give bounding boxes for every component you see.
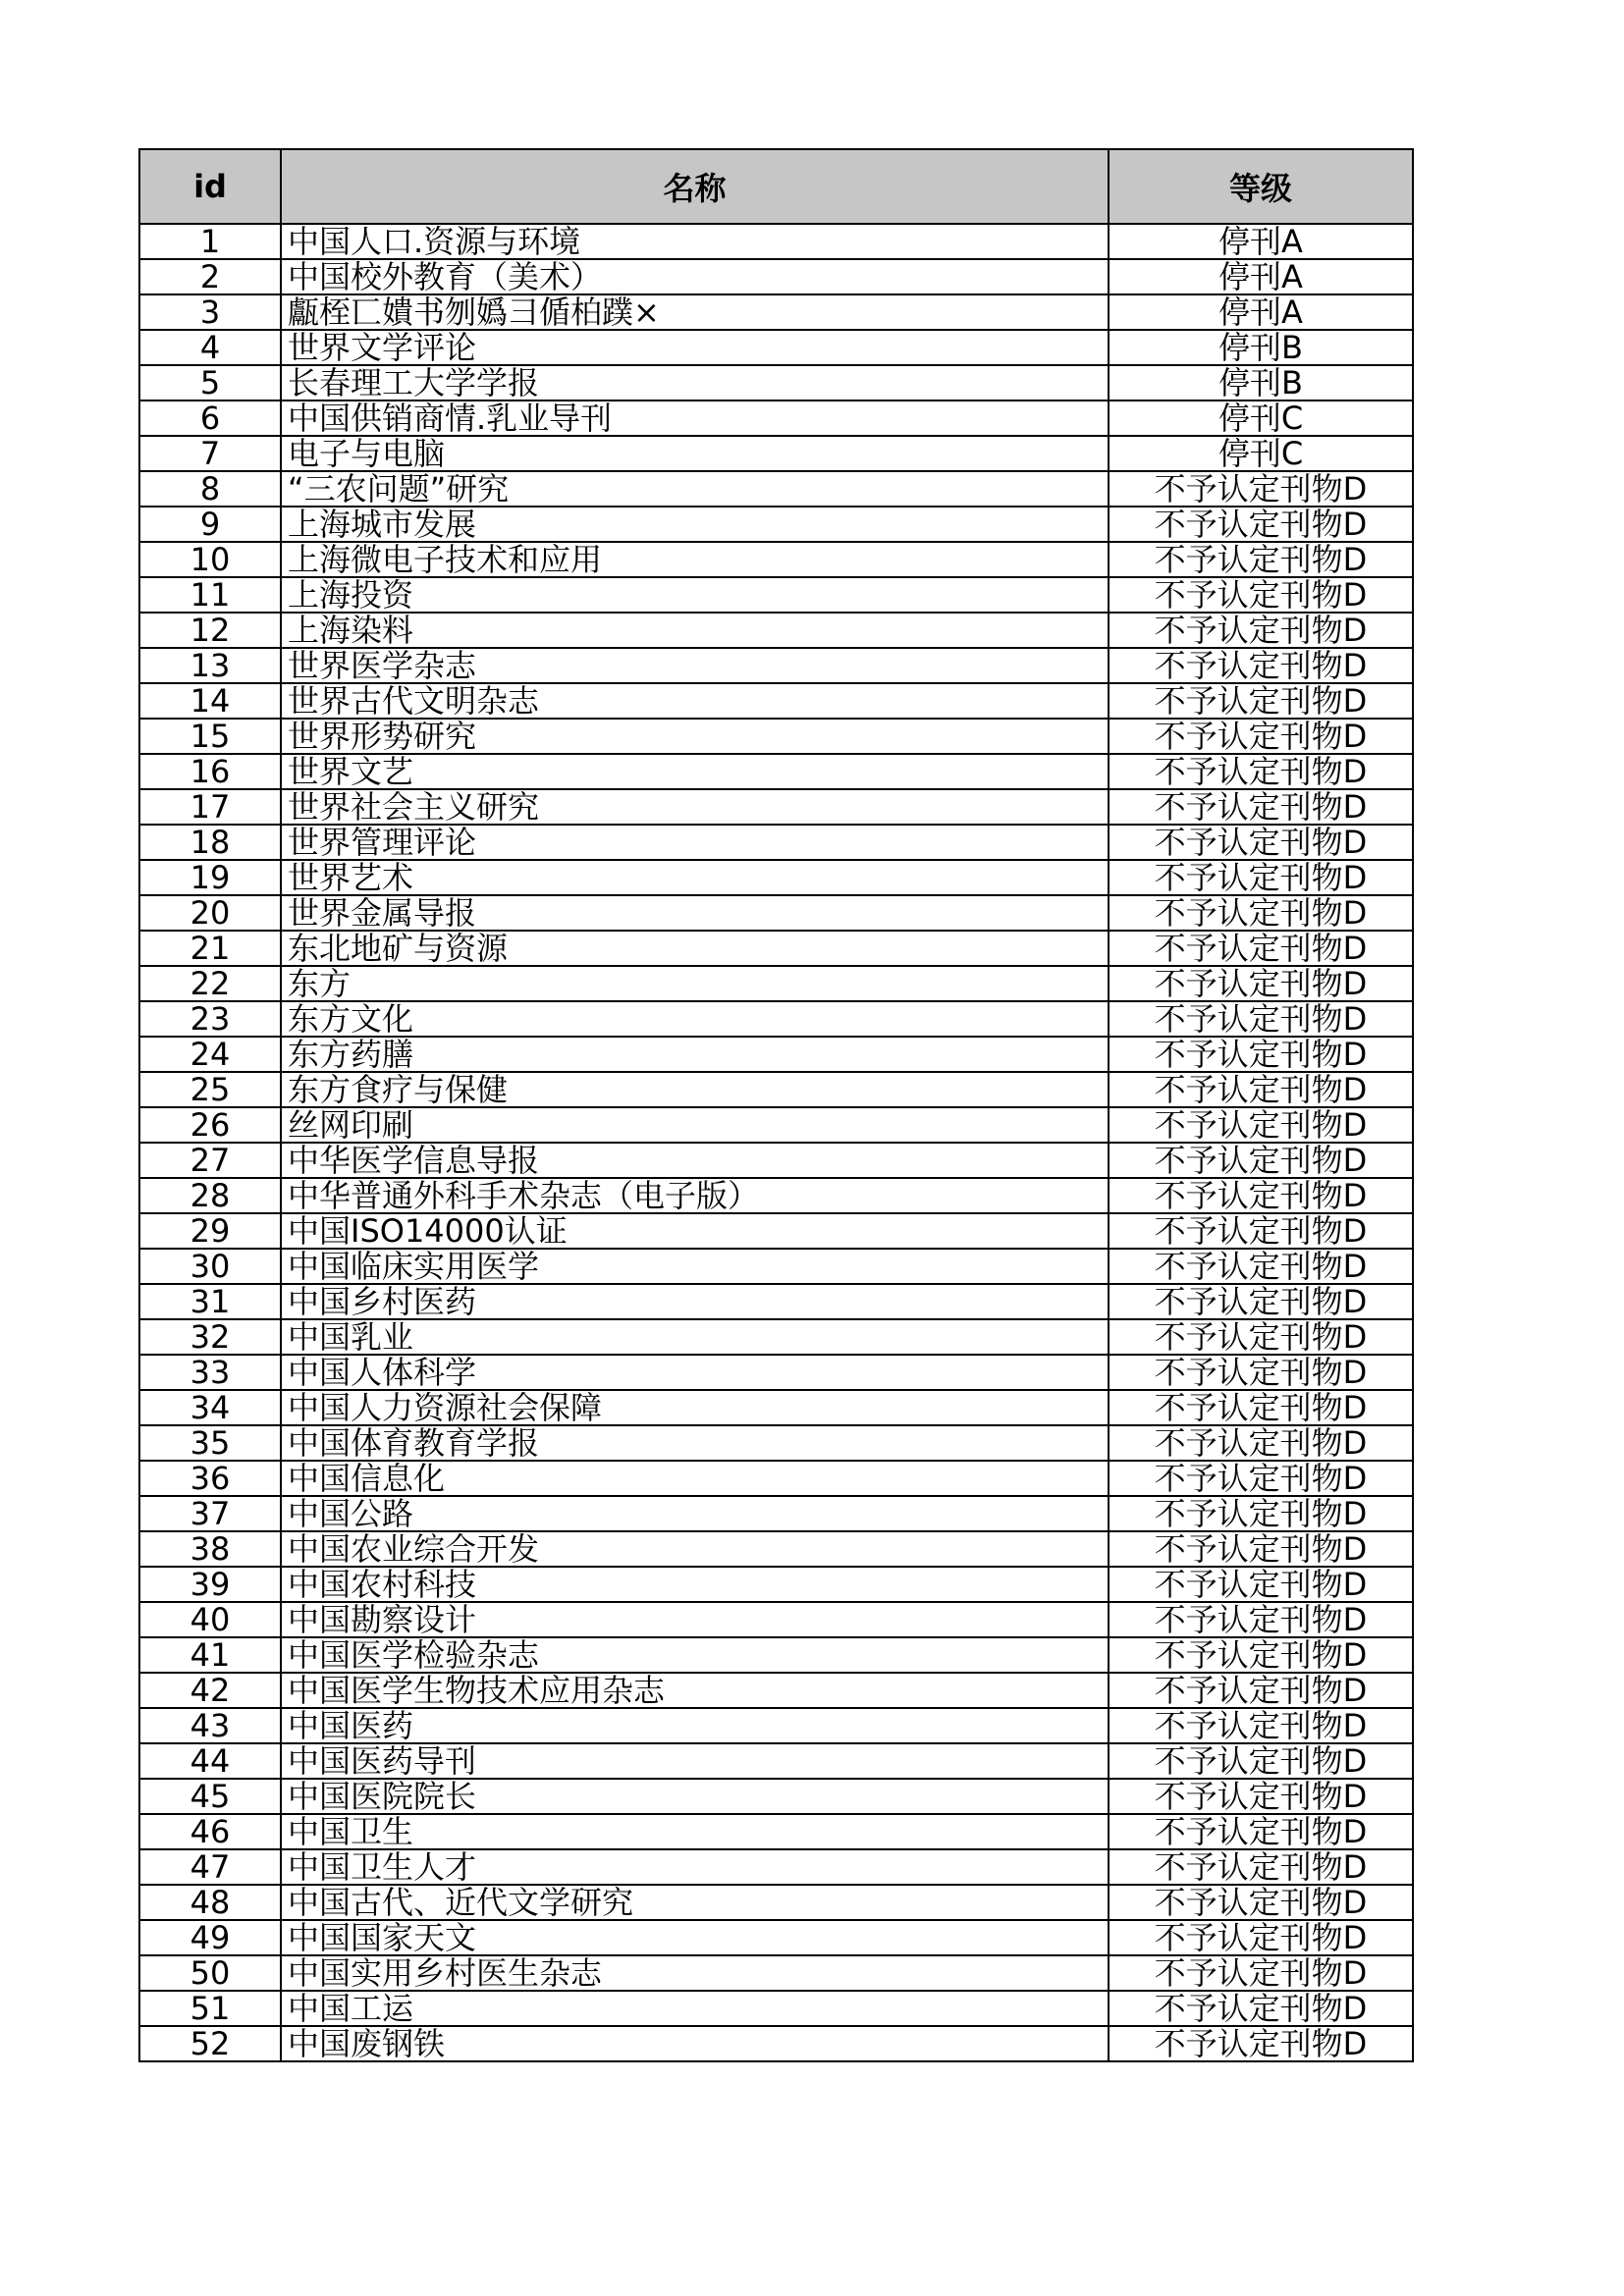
level-cell: 不予认定刊物D: [1109, 1885, 1413, 1920]
name-cell: 中国人体科学: [281, 1355, 1109, 1390]
id-cell: 14: [139, 683, 281, 719]
id-cell: 23: [139, 1001, 281, 1037]
id-cell: 52: [139, 2026, 281, 2061]
id-cell: 30: [139, 1249, 281, 1284]
journal-table: [138, 148, 1414, 2062]
level-cell: 不予认定刊物D: [1109, 931, 1413, 966]
id-cell: 17: [139, 789, 281, 825]
level-cell: 不予认定刊物D: [1109, 613, 1413, 648]
table-row: [139, 1390, 1413, 1425]
level-cell: 不予认定刊物D: [1109, 1531, 1413, 1567]
table-row: [139, 1355, 1413, 1390]
name-cell: 世界社会主义研究: [281, 789, 1109, 825]
level-cell: 不予认定刊物D: [1109, 860, 1413, 895]
table-row: [139, 1425, 1413, 1461]
level-cell: 停刊B: [1109, 330, 1413, 365]
name-cell: 世界管理评论: [281, 825, 1109, 860]
level-cell: 不予认定刊物D: [1109, 754, 1413, 789]
table-row: [139, 1037, 1413, 1072]
name-cell: 上海城市发展: [281, 507, 1109, 542]
table-row: [139, 1001, 1413, 1037]
table-row: [139, 1143, 1413, 1178]
id-cell: 19: [139, 860, 281, 895]
level-cell: 停刊A: [1109, 224, 1413, 259]
name-cell: 中国医药: [281, 1708, 1109, 1743]
level-cell: 不予认定刊物D: [1109, 719, 1413, 754]
spreadsheet-page: [138, 148, 1414, 2062]
level-cell: 不予认定刊物D: [1109, 1213, 1413, 1249]
id-cell: 15: [139, 719, 281, 754]
table-row: [139, 931, 1413, 966]
name-cell: 世界文学评论: [281, 330, 1109, 365]
table-row: [139, 1955, 1413, 1991]
name-cell: 中国国家天文: [281, 1920, 1109, 1955]
id-cell: 7: [139, 436, 281, 471]
table-row: [139, 577, 1413, 613]
header-id: id: [139, 149, 281, 224]
id-cell: 1: [139, 224, 281, 259]
name-cell: 中国乳业: [281, 1319, 1109, 1355]
table-row: [139, 1319, 1413, 1355]
id-cell: 20: [139, 895, 281, 931]
id-cell: 50: [139, 1955, 281, 1991]
level-cell: 不予认定刊物D: [1109, 1814, 1413, 1849]
id-cell: 29: [139, 1213, 281, 1249]
id-cell: 24: [139, 1037, 281, 1072]
id-cell: 25: [139, 1072, 281, 1107]
id-cell: 12: [139, 613, 281, 648]
table-row: [139, 365, 1413, 400]
id-cell: 3: [139, 294, 281, 330]
level-cell: 不予认定刊物D: [1109, 1602, 1413, 1637]
table-row: [139, 648, 1413, 683]
name-cell: 上海投资: [281, 577, 1109, 613]
id-cell: 9: [139, 507, 281, 542]
name-cell: 中国医药导刊: [281, 1743, 1109, 1779]
name-cell: 甗桎匸嬇书刎嬀彐偱柏蹼×: [281, 294, 1109, 330]
level-cell: 停刊B: [1109, 365, 1413, 400]
level-cell: 不予认定刊物D: [1109, 1849, 1413, 1885]
name-cell: 世界艺术: [281, 860, 1109, 895]
level-cell: 不予认定刊物D: [1109, 1425, 1413, 1461]
id-cell: 39: [139, 1567, 281, 1602]
name-cell: 东方食疗与保健: [281, 1072, 1109, 1107]
name-cell: 中国校外教育（美术）: [281, 259, 1109, 294]
name-cell: 中国乡村医药: [281, 1284, 1109, 1319]
table-row: [139, 259, 1413, 294]
level-cell: 停刊C: [1109, 436, 1413, 471]
id-cell: 13: [139, 648, 281, 683]
id-cell: 43: [139, 1708, 281, 1743]
name-cell: 中国医院院长: [281, 1779, 1109, 1814]
name-cell: 中国公路: [281, 1496, 1109, 1531]
table-row: [139, 1920, 1413, 1955]
table-row: [139, 1743, 1413, 1779]
name-cell: 中华医学信息导报: [281, 1143, 1109, 1178]
name-cell: 中国临床实用医学: [281, 1249, 1109, 1284]
id-cell: 41: [139, 1637, 281, 1673]
name-cell: 上海染料: [281, 613, 1109, 648]
id-cell: 35: [139, 1425, 281, 1461]
id-cell: 46: [139, 1814, 281, 1849]
level-cell: 不予认定刊物D: [1109, 1496, 1413, 1531]
id-cell: 8: [139, 471, 281, 507]
id-cell: 45: [139, 1779, 281, 1814]
table-row: [139, 1708, 1413, 1743]
level-cell: 不予认定刊物D: [1109, 1779, 1413, 1814]
name-cell: 中国ISO14000认证: [281, 1213, 1109, 1249]
level-cell: 不予认定刊物D: [1109, 507, 1413, 542]
id-cell: 42: [139, 1673, 281, 1708]
id-cell: 32: [139, 1319, 281, 1355]
level-cell: 不予认定刊物D: [1109, 683, 1413, 719]
level-cell: 不予认定刊物D: [1109, 966, 1413, 1001]
level-cell: 不予认定刊物D: [1109, 1390, 1413, 1425]
level-cell: 不予认定刊物D: [1109, 1037, 1413, 1072]
name-cell: “三农问题”研究: [281, 471, 1109, 507]
table-row: [139, 1213, 1413, 1249]
id-cell: 22: [139, 966, 281, 1001]
level-cell: 不予认定刊物D: [1109, 2026, 1413, 2061]
level-cell: 不予认定刊物D: [1109, 1743, 1413, 1779]
name-cell: 中国废钢铁: [281, 2026, 1109, 2061]
id-cell: 37: [139, 1496, 281, 1531]
table-row: [139, 754, 1413, 789]
name-cell: 上海微电子技术和应用: [281, 542, 1109, 577]
id-cell: 33: [139, 1355, 281, 1390]
table-row: [139, 1673, 1413, 1708]
id-cell: 38: [139, 1531, 281, 1567]
name-cell: 世界文艺: [281, 754, 1109, 789]
level-cell: 不予认定刊物D: [1109, 542, 1413, 577]
name-cell: 世界医学杂志: [281, 648, 1109, 683]
table-row: [139, 2026, 1413, 2061]
level-cell: 不予认定刊物D: [1109, 1637, 1413, 1673]
level-cell: 不予认定刊物D: [1109, 1920, 1413, 1955]
table-row: [139, 330, 1413, 365]
table-row: [139, 1496, 1413, 1531]
level-cell: 不予认定刊物D: [1109, 789, 1413, 825]
level-cell: 不予认定刊物D: [1109, 1107, 1413, 1143]
name-cell: 中国人口.资源与环境: [281, 224, 1109, 259]
table-row: [139, 224, 1413, 259]
table-row: [139, 895, 1413, 931]
id-cell: 31: [139, 1284, 281, 1319]
name-cell: 东方: [281, 966, 1109, 1001]
id-cell: 48: [139, 1885, 281, 1920]
level-cell: 停刊A: [1109, 259, 1413, 294]
table-row: [139, 1779, 1413, 1814]
table-row: [139, 966, 1413, 1001]
table-row: [139, 613, 1413, 648]
id-cell: 28: [139, 1178, 281, 1213]
table-row: [139, 542, 1413, 577]
table-row: [139, 1107, 1413, 1143]
id-cell: 11: [139, 577, 281, 613]
table-row: [139, 1567, 1413, 1602]
name-cell: 中华普通外科手术杂志（电子版）: [281, 1178, 1109, 1213]
level-cell: 不予认定刊物D: [1109, 471, 1413, 507]
level-cell: 不予认定刊物D: [1109, 895, 1413, 931]
level-cell: 不予认定刊物D: [1109, 648, 1413, 683]
id-cell: 51: [139, 1991, 281, 2026]
name-cell: 电子与电脑: [281, 436, 1109, 471]
header-level: 等级: [1109, 149, 1413, 224]
table-row: [139, 1072, 1413, 1107]
table-row: [139, 436, 1413, 471]
table-row: [139, 1602, 1413, 1637]
name-cell: 丝网印刷: [281, 1107, 1109, 1143]
table-row: [139, 471, 1413, 507]
name-cell: 东北地矿与资源: [281, 931, 1109, 966]
table-row: [139, 400, 1413, 436]
name-cell: 长春理工大学学报: [281, 365, 1109, 400]
name-cell: 中国古代、近代文学研究: [281, 1885, 1109, 1920]
name-cell: 世界古代文明杂志: [281, 683, 1109, 719]
table-row: [139, 1178, 1413, 1213]
level-cell: 停刊A: [1109, 294, 1413, 330]
name-cell: 中国信息化: [281, 1461, 1109, 1496]
id-cell: 10: [139, 542, 281, 577]
table-row: [139, 860, 1413, 895]
name-cell: 中国工运: [281, 1991, 1109, 2026]
id-cell: 34: [139, 1390, 281, 1425]
table-row: [139, 1885, 1413, 1920]
name-cell: 中国卫生人才: [281, 1849, 1109, 1885]
level-cell: 不予认定刊物D: [1109, 1284, 1413, 1319]
table-header: [139, 149, 1413, 224]
name-cell: 东方文化: [281, 1001, 1109, 1037]
name-cell: 中国人力资源社会保障: [281, 1390, 1109, 1425]
name-cell: 中国医学检验杂志: [281, 1637, 1109, 1673]
name-cell: 中国实用乡村医生杂志: [281, 1955, 1109, 1991]
level-cell: 不予认定刊物D: [1109, 1001, 1413, 1037]
level-cell: 不予认定刊物D: [1109, 1673, 1413, 1708]
name-cell: 中国体育教育学报: [281, 1425, 1109, 1461]
id-cell: 27: [139, 1143, 281, 1178]
table-row: [139, 1637, 1413, 1673]
table-row: [139, 683, 1413, 719]
id-cell: 5: [139, 365, 281, 400]
table-row: [139, 1284, 1413, 1319]
name-cell: 东方药膳: [281, 1037, 1109, 1072]
id-cell: 40: [139, 1602, 281, 1637]
level-cell: 不予认定刊物D: [1109, 1319, 1413, 1355]
table-row: [139, 1461, 1413, 1496]
level-cell: 不予认定刊物D: [1109, 1991, 1413, 2026]
level-cell: 不予认定刊物D: [1109, 1143, 1413, 1178]
table-row: [139, 1814, 1413, 1849]
name-cell: 中国卫生: [281, 1814, 1109, 1849]
level-cell: 不予认定刊物D: [1109, 1355, 1413, 1390]
level-cell: 不予认定刊物D: [1109, 1178, 1413, 1213]
table-row: [139, 789, 1413, 825]
id-cell: 21: [139, 931, 281, 966]
name-cell: 中国供销商情.乳业导刊: [281, 400, 1109, 436]
name-cell: 中国农村科技: [281, 1567, 1109, 1602]
name-cell: 中国医学生物技术应用杂志: [281, 1673, 1109, 1708]
id-cell: 2: [139, 259, 281, 294]
table-row: [139, 1991, 1413, 2026]
id-cell: 26: [139, 1107, 281, 1143]
id-cell: 4: [139, 330, 281, 365]
level-cell: 不予认定刊物D: [1109, 1567, 1413, 1602]
id-cell: 18: [139, 825, 281, 860]
level-cell: 不予认定刊物D: [1109, 1072, 1413, 1107]
id-cell: 6: [139, 400, 281, 436]
level-cell: 不予认定刊物D: [1109, 825, 1413, 860]
name-cell: 世界形势研究: [281, 719, 1109, 754]
name-cell: 世界金属导报: [281, 895, 1109, 931]
table-row: [139, 719, 1413, 754]
table-row: [139, 1849, 1413, 1885]
level-cell: 不予认定刊物D: [1109, 577, 1413, 613]
id-cell: 44: [139, 1743, 281, 1779]
id-cell: 47: [139, 1849, 281, 1885]
level-cell: 不予认定刊物D: [1109, 1708, 1413, 1743]
level-cell: 不予认定刊物D: [1109, 1955, 1413, 1991]
level-cell: 不予认定刊物D: [1109, 1249, 1413, 1284]
table-row: [139, 507, 1413, 542]
id-cell: 49: [139, 1920, 281, 1955]
header-name: 名称: [281, 149, 1109, 224]
name-cell: 中国勘察设计: [281, 1602, 1109, 1637]
table-body: [139, 224, 1413, 2061]
name-cell: 中国农业综合开发: [281, 1531, 1109, 1567]
table-row: [139, 294, 1413, 330]
table-row: [139, 825, 1413, 860]
table-row: [139, 1249, 1413, 1284]
level-cell: 停刊C: [1109, 400, 1413, 436]
header-row: [139, 149, 1413, 224]
level-cell: 不予认定刊物D: [1109, 1461, 1413, 1496]
table-row: [139, 1531, 1413, 1567]
id-cell: 16: [139, 754, 281, 789]
id-cell: 36: [139, 1461, 281, 1496]
